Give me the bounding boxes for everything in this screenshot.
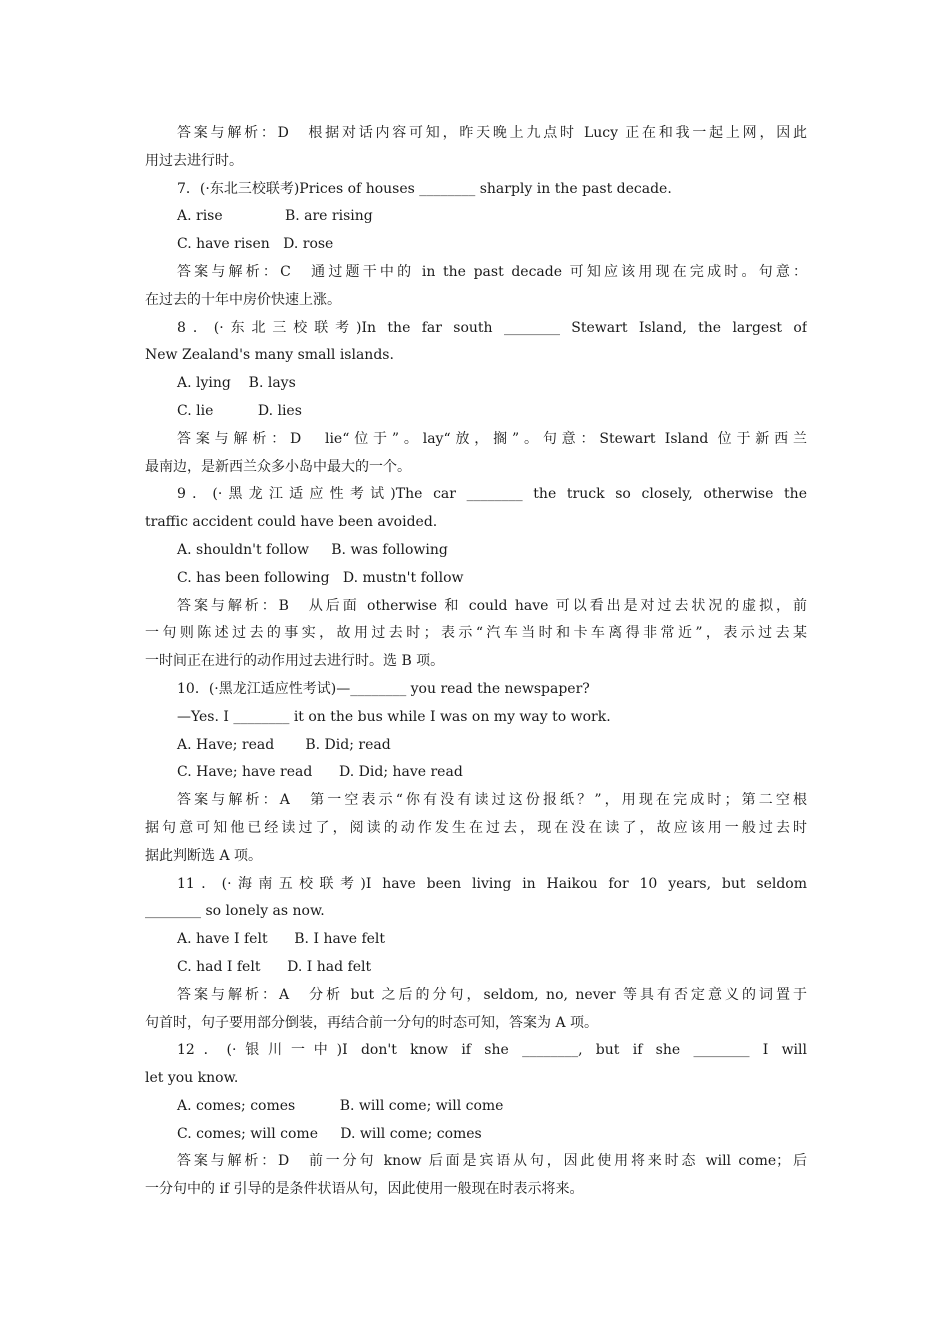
answer-line: 答案与解析：A 分析 but 之后的分句，seldom, no, never 等具有否定意义的词置于 — [177, 986, 807, 1003]
question-8-options-ab: A. lying B. lays — [177, 375, 296, 392]
question-9-options-ab: A. shouldn't follow B. was following — [177, 541, 448, 558]
answer-line: 答案与解析：B 从后面 otherwise 和 could have 可以看出是对过去状况的虚拟，前 — [177, 597, 807, 614]
question-7-options-cd: C. have risen D. rose — [177, 236, 334, 253]
question-9-stem: traffic accident could have been avoided. — [145, 514, 438, 531]
answer-line: 答案与解析：D lie“位于”。lay“放，搁”。句意：Stewart Island 位于新西兰 — [177, 430, 807, 447]
answer-line: 据句意可知他已经读过了，阅读的动作发生在过去，现在没在读了，故应该用一般过去时 — [145, 819, 807, 836]
answer-line: 句首时，句子要用部分倒装，再结合前一分句的时态可知，答案为 A 项。 — [145, 1014, 599, 1031]
answer-line: 据此判断选 A 项。 — [145, 847, 263, 864]
question-8-stem: New Zealand's many small islands. — [145, 347, 394, 364]
question-11-stem: ________ so lonely as now. — [145, 903, 325, 920]
question-10-stem: 10．(·黑龙江适应性考试)—________ you read the newspaper? — [177, 680, 590, 697]
question-8-options-cd: C. lie D. lies — [177, 402, 302, 419]
document-page — [145, 120, 807, 1204]
question-12-stem: let you know. — [145, 1070, 239, 1087]
answer-line: 最南边，是新西兰众多小岛中最大的一个。 — [145, 458, 411, 475]
question-12-options-ab: A. comes; comes B. will come; will come — [177, 1097, 504, 1114]
question-10-options-ab: A. Have; read B. Did; read — [177, 736, 391, 753]
answer-line: 在过去的十年中房价快速上涨。 — [145, 291, 341, 308]
question-7-stem: 7．(·东北三校联考)Prices of houses ________ sharply in the past decade. — [177, 180, 672, 197]
question-10-options-cd: C. Have; have read D. Did; have read — [177, 764, 463, 781]
question-9-stem: 9．(·黑龙江适应性考试)The car ________ the truck so closely, otherwise the — [177, 486, 807, 503]
question-11-options-cd: C. had I felt D. I had felt — [177, 958, 372, 975]
answer-line: 答案与解析：D 根据对话内容可知，昨天晚上九点时 Lucy 正在和我一起上网，因此 — [177, 125, 807, 141]
question-11-options-ab: A. have I felt B. I have felt — [177, 931, 386, 948]
answer-line: 答案与解析：C 通过题干中的 in the past decade 可知应该用现在完成时。句意： — [177, 263, 807, 280]
question-9-options-cd: C. has been following D. mustn't follow — [177, 569, 464, 586]
answer-line: 一时间正在进行的动作用过去进行时。选 B 项。 — [145, 653, 445, 670]
answer-line: 一句则陈述过去的事实，故用过去时；表示“汽车当时和卡车离得非常近”，表示过去某 — [145, 625, 807, 642]
question-12-options-cd: C. comes; will come D. will come; comes — [177, 1125, 482, 1142]
answer-line: 答案与解析：D 前一分句 know 后面是宾语从句，因此使用将来时态 will come；后 — [177, 1153, 807, 1170]
question-11-stem: 11．(·海南五校联考)I have been living in Haikou for 10 years, but seldom — [177, 875, 807, 892]
answer-line: 答案与解析：A 第一空表示“你有没有读过这份报纸？”，用现在完成时；第二空根 — [177, 792, 807, 809]
answer-line: 一分句中的 if 引导的是条件状语从句，因此使用一般现在时表示将来。 — [145, 1181, 584, 1198]
question-7-options-ab: A. rise B. are rising — [177, 208, 373, 225]
answer-line: 用过去进行时。 — [145, 152, 243, 169]
question-12-stem: 12．(·银川一中)I don't know if she ________, but if she ________ I will — [177, 1042, 807, 1059]
question-10-stem: —Yes. I ________ it on the bus while I was on my way to work. — [177, 708, 611, 725]
question-8-stem: 8．(·东北三校联考)In the far south ________ Stewart Island, the largest of — [177, 319, 807, 336]
